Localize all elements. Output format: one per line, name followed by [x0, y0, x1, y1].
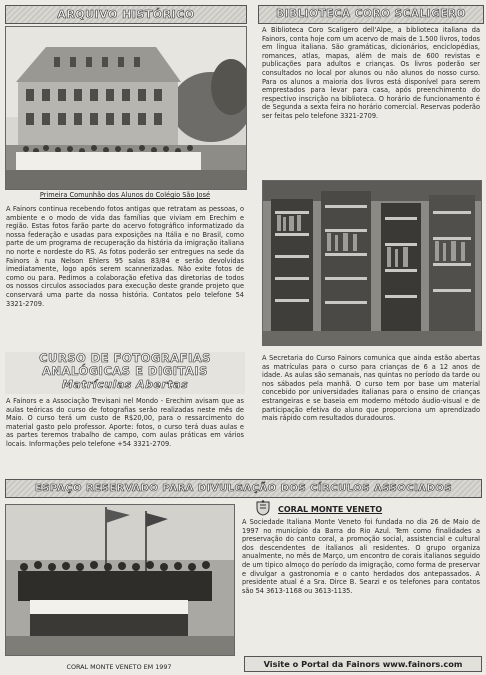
coat-of-arms-icon	[256, 500, 270, 516]
espaco-header	[5, 479, 482, 498]
curso-text: A Fainors e a Associação Trevisani nel Mondo - Erechim avisam que as aulas teóricas do curso de fotografias serão realizadas neste mês de Maio. O curso terá um custo de R$20,00, para o ressarcimento do material gasto pelo professor. Aporte: fotos, o curso terá duas aulas e as partes teremos trabalho de campo, com aulas práticas em vários locais. Informações pelo telefone +54 3321-2709.	[6, 397, 244, 448]
biblioteca-header	[258, 5, 484, 24]
arquivo-photo	[5, 26, 247, 190]
arquivo-text: A Fainors continua recebendo fotos antigas que retratam as pessoas, o ambiente e o modo de vida das famílias que viviam em Erechim e região. Estas fotos farão parte do acervo fotográfico informatizado da nossa federação e usadas para exposições na Itália e no Brasil, como parte de um programa de recuperação da história da imigração italiana no norte e nordeste do RS. As fotos poderão ser entregues na sede da Fainors à rua Nelson Ehlers 95 salas 83/84 e serão devolvidas imediatamente, logo após serem scannerizadas. Não exite fotos de como ou para. Pedimos a colaboração efetiva das diretorias de todos os nossos circulos associados para execução deste grande projeto que conservará uma parte da nossa história. Contatos pelo telefone 54 3321-2709.	[6, 205, 244, 308]
coral-text: A Sociedade Italiana Monte Veneto foi fundada no dia 26 de Maio de 1997 no município da Barra do Rio Azul. Tem como finalidades a preservação do canto coral, a promoção social, assistencial e cultural dos descendentes de italianos ali residentes. O grupo organiza anualmente, no mês de Março, um encontro de corais italianos seguido de um tipico almoço do período da imigração, como forma de preservar e divulgar a gastronomia e o canto herdados dos antepassados. A presidente atual é a Sra. Dirce B. Searzi e os telefones para contatos são 54 3613-1168 ou 3613-1135.	[242, 518, 480, 595]
curso-title-line1: CURSO DE FOTOGRAFIAS	[39, 351, 211, 365]
biblioteca-photo	[262, 180, 482, 346]
portal-link[interactable]: Visite o Portal da Fainors www.fainors.com	[244, 656, 482, 672]
escola-text: A Secretaria do Curso Fainors comunica que ainda estão abertas as matrículas para o curso para crianças de 6 a 12 anos de idade. As aulas são semanais, nas quintas no período da tarde ou nos sábados pela manhã. O curso tem por base um material concebido por universidades italianas para o ensino de crianças estrangeiras e se baseia em moderno método áudio-visual e de participação efetiva do aluno que proporciona um aprendizado mais rápido com resultados duradouros.	[262, 354, 480, 423]
biblioteca-text: A Biblioteca Coro Scaligero dell'Alpe, a biblioteca italiana da Fainors, conta hoje com um acervo de mais de 1.500 livros, todos em língua italiana. São gramáticas, dicionários, enciclopédias, romances, atlas, mapas, além de mais de 600 revistas e publicações para adultos e crianças. Os livros poderão ser consultados no local por alunos ou não alunos do nosso curso. Para os alunos a maioria dos livros está disponível para serem emprestados para levar para casa, após preenchimento do respectivo inscrição na biblioteca. O horário de funcionamento é de Segunda a sexta feira no horário comercial. Reservas poderão ser feitas pelo telefone 3321-2709.	[262, 26, 480, 120]
coral-heading: CORAL MONTE VENETO	[278, 505, 383, 514]
coral-caption: CORAL MONTE VENETO EM 1997	[66, 663, 172, 671]
library-shelves-photo	[263, 181, 481, 345]
espaco-title: ESPAÇO RESERVADO PARA DIVULGAÇÃO DOS CÍRCULOS ASSOCIADOS	[34, 483, 453, 494]
curso-header	[5, 352, 245, 394]
coral-emblem	[256, 500, 270, 516]
curso-title-line2: ANALÓGICAS E DIGITAIS	[42, 364, 208, 378]
choir-group-photo	[6, 505, 234, 655]
school-building-photo	[6, 27, 246, 189]
arquivo-caption: Primeira Comunhão dos Alunos do Colégio São José	[39, 191, 211, 199]
arquivo-title: ARQUIVO HISTÓRICO	[57, 8, 195, 21]
biblioteca-title: BIBLIOTECA CORO SCALIGERO	[276, 8, 466, 20]
curso-title-line3: Matrículas Abertas	[61, 378, 189, 391]
arquivo-header	[5, 5, 247, 24]
coral-photo	[5, 504, 235, 656]
